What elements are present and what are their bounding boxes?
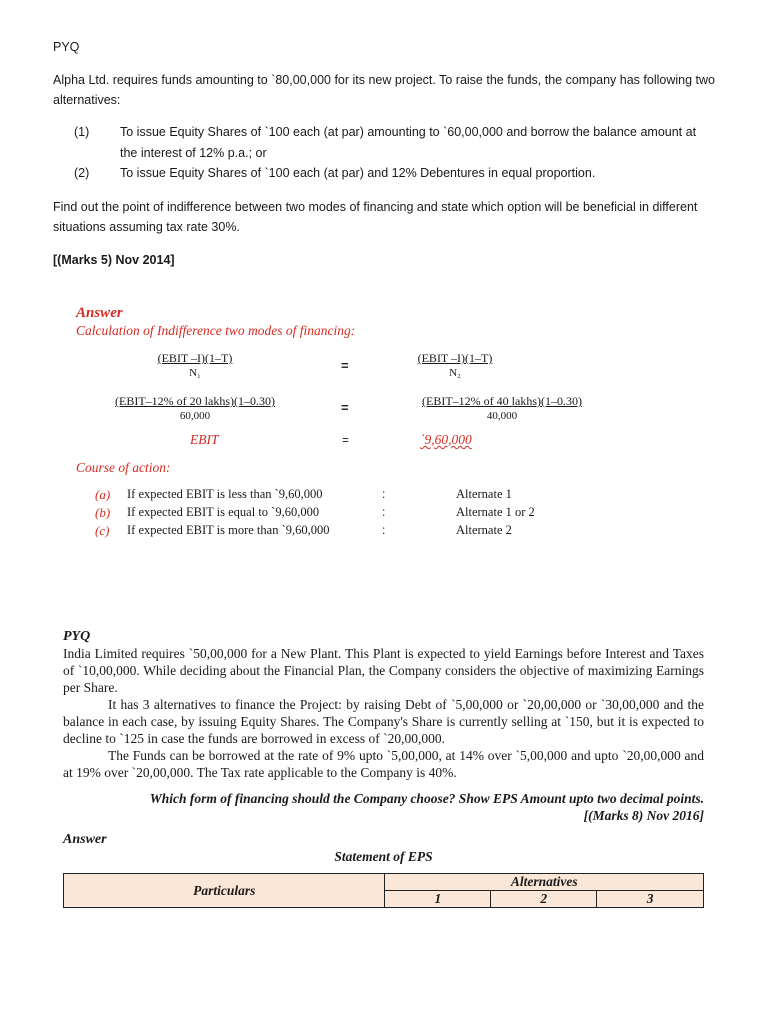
course-result: Alternate 1 or 2 — [456, 505, 535, 519]
question-text: Find out the point of indifference between two modes of financing and state which option will be beneficial in different situations assuming tax rate 30%. — [53, 200, 698, 234]
alternative-number: (2) — [74, 166, 90, 180]
fraction-denominator: N₁ — [189, 367, 201, 379]
alternative-number: (1) — [74, 125, 90, 139]
pyq-tag: PYQ — [53, 40, 80, 54]
alternative-column-header: 2 — [491, 891, 597, 908]
fraction-numerator: (EBIT–12% of 40 lakhs)(1–0.30) — [422, 394, 582, 408]
course-colon: : — [382, 505, 386, 519]
alternative-column-header: 1 — [385, 891, 491, 908]
course-colon: : — [382, 523, 386, 537]
course-result: Alternate 1 — [456, 487, 512, 501]
fraction-right-2 — [412, 394, 592, 424]
course-letter: (a) — [95, 487, 111, 502]
equals-sign: = — [341, 400, 349, 415]
question-text: Which form of financing should the Company choose? Show EPS Amount upto two decimal points. — [149, 791, 704, 806]
course-letter: (b) — [95, 505, 111, 520]
ebit-value: `9,60,000 — [420, 432, 472, 447]
alternative-column-header: 3 — [597, 891, 704, 908]
course-letter: (c) — [95, 523, 110, 538]
question-paragraph: India Limited requires `50,00,000 for a New Plant. This Plant is expected to yield Earnings before Interest and Taxes of `10,00,000. While deciding about the Financial Plan, the Company considers the objective of maximizing Earnings per Share. — [63, 646, 704, 695]
question-intro: Alpha Ltd. requires funds amounting to `80,00,000 for its new project. To raise the funds, the company has following two alternatives: — [53, 73, 715, 107]
equals-sign: = — [341, 358, 349, 373]
equals-sign: = — [342, 433, 350, 447]
particulars-header: Particulars — [64, 874, 385, 908]
table-header-row — [64, 874, 704, 891]
ebit-label: EBIT — [190, 432, 219, 447]
course-colon: : — [382, 487, 386, 501]
marks-label: [(Marks 8) Nov 2016] — [583, 808, 704, 823]
course-of-action-heading: Course of action: — [76, 460, 171, 475]
alternative-text: To issue Equity Shares of `100 each (at par) amounting to `60,00,000 and borrow the balance amount at — [120, 125, 697, 139]
calculation-heading: Calculation of Indifference two modes of financing: — [76, 323, 356, 338]
alternative-text: To issue Equity Shares of `100 each (at par) and 12% Debentures in equal proportion. — [120, 166, 596, 180]
fraction-left-1 — [140, 351, 250, 381]
course-result: Alternate 2 — [456, 523, 512, 537]
fraction-numerator: (EBIT –I)(1–T) — [417, 351, 493, 365]
answer-heading: Answer — [76, 305, 123, 321]
fraction-numerator: (EBIT –I)(1–T) — [157, 351, 233, 365]
pyq-tag: PYQ — [63, 629, 91, 644]
fraction-denominator: 40,000 — [486, 410, 518, 422]
course-condition: If expected EBIT is equal to `9,60,000 — [127, 505, 320, 519]
alternative-text-continued: the interest of 12% p.a.; or — [120, 146, 267, 160]
course-condition: If expected EBIT is less than `9,60,000 — [127, 487, 323, 501]
question-paragraph: It has 3 alternatives to finance the Project: by raising Debt of `5,00,000 or `20,00,000 or `30,00,000 and the balance in each case, by issuing Equity Shares. The Company's Share is currently selling at `150, but it is expected to decline to `125 in case the funds are borrowed in excess of `20,00,000. — [63, 697, 704, 746]
fraction-denominator: N₂ — [449, 367, 461, 379]
alternatives-header: Alternatives — [385, 874, 704, 891]
fraction-left-2 — [105, 394, 285, 424]
eps-table — [63, 873, 704, 908]
marks-label: [(Marks 5) Nov 2014] — [53, 253, 175, 267]
table-title: Statement of EPS — [334, 849, 433, 864]
fraction-denominator: 60,000 — [179, 410, 211, 422]
course-condition: If expected EBIT is more than `9,60,000 — [127, 523, 330, 537]
question-paragraph: The Funds can be borrowed at the rate of 9% upto `5,00,000, at 14% over `5,00,000 and upto `20,00,000 and at 19% over `20,00,000. The Tax rate applicable to the Company is 40%. — [63, 748, 704, 780]
answer-heading: Answer — [63, 832, 107, 847]
fraction-numerator: (EBIT–12% of 20 lakhs)(1–0.30) — [115, 394, 275, 408]
fraction-right-1 — [400, 351, 510, 381]
